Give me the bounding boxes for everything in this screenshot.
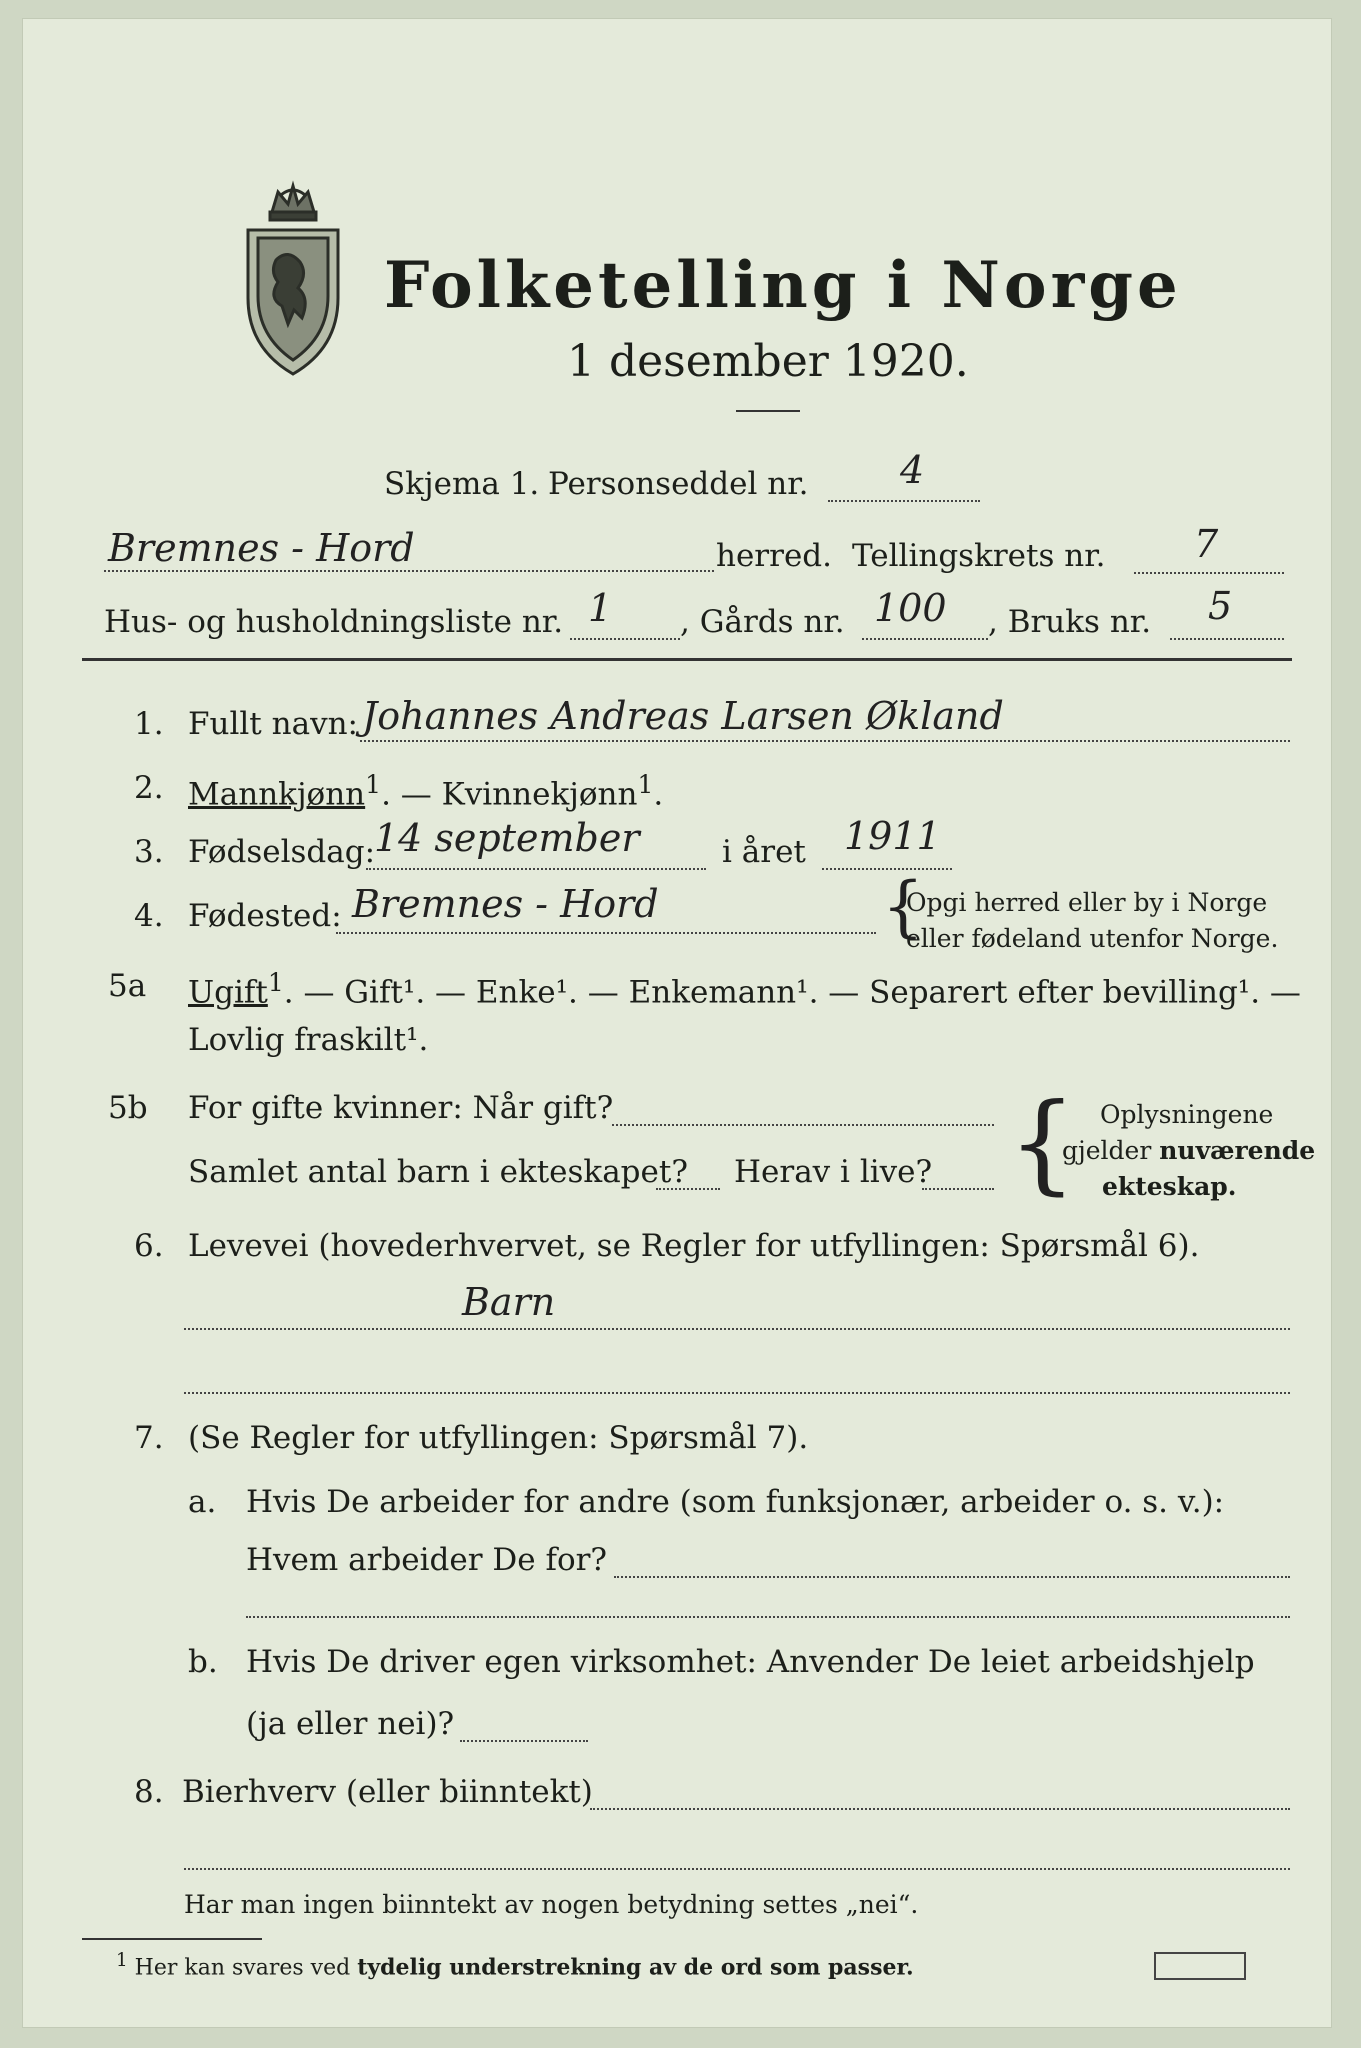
side-income-field[interactable] [590,1808,1290,1810]
hus-value[interactable]: 1 [588,586,613,630]
q5b-number: 5b [108,1090,148,1126]
q4-number: 4. [134,898,164,934]
bruks-value[interactable]: 5 [1208,584,1233,628]
birthplace-note-1: Opgi herred eller by i Norge [906,888,1268,917]
occupation-value[interactable]: Barn [462,1280,556,1324]
occupation-label: Levevei (hovederhvervet, se Regler for utfyllingen: Spørsmål 6). [188,1228,1200,1264]
birth-year-value[interactable]: 1911 [844,814,941,858]
q6-number: 6. [134,1228,164,1264]
hired-help-field[interactable] [460,1740,588,1742]
herred-value[interactable]: Bremnes - Hord [108,526,415,570]
occupation-extra-line[interactable] [184,1392,1290,1394]
printer-stamp-icon [1154,1952,1246,1980]
full-name-value[interactable]: Johannes Andreas Larsen Økland [362,694,1004,738]
hus-label: Hus- og husholdningsliste nr. [104,604,564,640]
personseddel-label: Personseddel nr. [548,466,809,502]
marital-status-row: Ugift$^1$. — Gift¹. — Enke¹. — Enkemann¹. — Separert efter bevilling¹. — [188,968,1301,1011]
bruks-label: , Bruks nr. [988,604,1152,640]
q8-number: 8. [134,1774,164,1810]
page-title: Folketelling i Norge [384,248,1182,323]
gender-male-option[interactable]: Mannkjønn [188,776,366,813]
q2-number: 2. [134,770,164,806]
birthplace-value[interactable]: Bremnes - Hord [352,882,659,926]
gender-female-option[interactable]: . — Kvinnekjønn [381,776,638,813]
herred-label: herred. [716,538,832,574]
gards-value[interactable]: 100 [874,586,947,630]
marital-other-options[interactable]: . — Gift¹. — Enke¹. — Enkemann¹. — Separert efter bevilling¹. — [283,974,1301,1011]
birthday-value[interactable]: 14 september [374,816,640,860]
hired-help-label: (ja eller nei)? [246,1706,455,1742]
schema-label: Skjema 1. [384,466,540,502]
q5a-number: 5a [108,968,147,1004]
census-form: Folketelling i Norge 1 desember 1920. Skjema 1. Personseddel nr. 4 Bremnes - Hord herred. Tellingskrets nr. 7 Hus- og husholdningsliste nr. 1 , Gårds nr. 100 , Bruks nr. 5 1. Fullt navn: Johannes Andreas Larsen Økland 2. Mannkjønn$^1$. — Kvinnekjønn$^1$. 3. Fødselsdag: 14 september i året 1911 4. Fødested: Bremnes - Hord { Opgi herred eller by i Norge eller fødeland utenfor Norge. 5a Ugift$^1$. — Gift¹. — Enke¹. — Enkemann¹. — Separert efter bevilling¹. — Lovlig fraskilt¹. 5b For gifte kvinner: Når gift? Samlet antal barn i ekteskapet? Herav i live? { Oplysningene gjelder nuværende ekteskap. 6. Levevei (hovederhvervet, se Regler for utfyllingen: Spørsmål 6). Barn 7. (Se Regler for utfyllingen: Spørsmål 7). a. Hvis De arbeider for andre (som funksjonær, arbeider o. s. v.): Hvem arbeider De for? b. Hvis De driver egen virksomhet: Anvender De leiet arbeidshjelp (ja eller nei)? 8. Bierhverv (eller biinntekt) Har man ingen biinntekt av nogen betydning settes „nei“. $^1$ Her kan svares ved tydelig understrekning av de ord som passer. [22,18,1332,2028]
married-when-label: For gifte kvinner: Når gift? [188,1090,614,1126]
norway-lion-crest-icon [238,178,348,378]
side-income-extra-line[interactable] [184,1868,1290,1870]
tellingskrets-label: Tellingskrets nr. [852,538,1106,574]
q7b-number: b. [188,1644,218,1680]
gender-row: Mannkjønn$^1$. — Kvinnekjønn$^1$. [188,770,664,813]
header-rule [82,658,1292,661]
married-when-field[interactable] [612,1124,994,1126]
divider [736,410,800,412]
q3-number: 3. [134,834,164,870]
marital-unmarried-option[interactable]: Ugift [188,974,268,1011]
personseddel-value[interactable]: 4 [900,448,925,492]
children-alive-field[interactable] [922,1188,994,1190]
marital-divorced-option[interactable]: Lovlig fraskilt¹. [188,1022,429,1058]
q7a-label: Hvis De arbeider for andre (som funksjonær, arbeider o. s. v.): [246,1484,1225,1520]
marriage-note-2: gjelder nuværende [1062,1136,1316,1165]
employer-label: Hvem arbeider De for? [246,1542,608,1578]
marriage-note-1: Oplysningene [1100,1100,1274,1129]
marriage-note-3: ekteskap. [1102,1172,1237,1201]
birth-year-label: i året [722,834,806,870]
children-count-label: Samlet antal barn i ekteskapet? [188,1154,688,1190]
q7-label: (Se Regler for utfyllingen: Spørsmål 7). [188,1420,809,1456]
employer-field[interactable] [614,1576,1290,1578]
employer-extra-line[interactable] [246,1616,1290,1618]
side-income-note: Har man ingen biinntekt av nogen betydning settes „nei“. [184,1890,919,1919]
footnote-rule [82,1938,262,1940]
children-alive-label: Herav i live? [734,1154,933,1190]
footnote: $^1$ Her kan svares ved tydelig understrekning av de ord som passer. [116,1950,914,1981]
side-income-label: Bierhverv (eller biinntekt) [182,1774,593,1810]
birthplace-label: Fødested: [188,898,342,934]
census-date: 1 desember 1920. [567,336,969,387]
q7-number: 7. [134,1420,164,1456]
q1-number: 1. [134,706,164,742]
children-count-field[interactable] [656,1188,720,1190]
q7a-number: a. [188,1484,217,1520]
q7b-label: Hvis De driver egen virksomhet: Anvender De leiet arbeidshjelp [246,1644,1255,1680]
birthday-label: Fødselsdag: [188,834,376,870]
full-name-label: Fullt navn: [188,706,358,742]
gards-label: , Gårds nr. [680,604,845,640]
tellingskrets-value[interactable]: 7 [1194,522,1219,566]
birthplace-note-2: eller fødeland utenfor Norge. [906,924,1279,953]
